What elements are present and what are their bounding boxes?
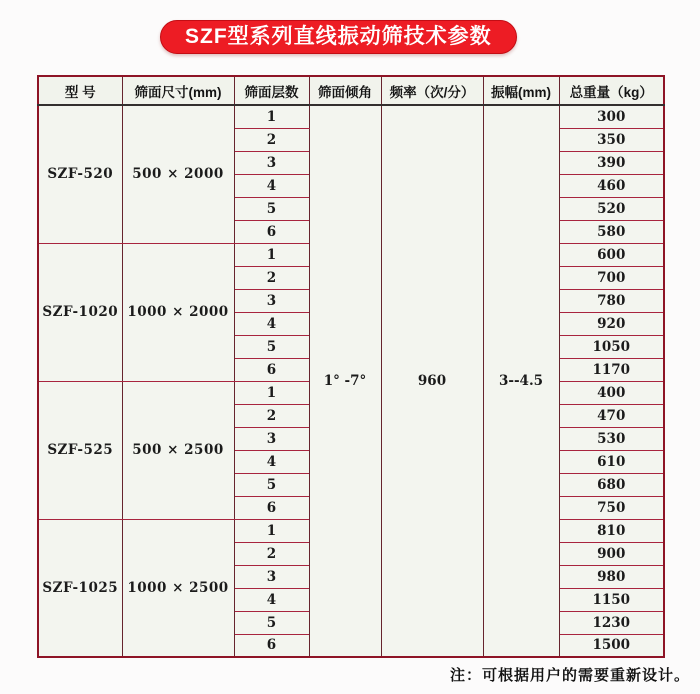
- model-cell: SZF-1025: [38, 519, 122, 657]
- spec-table-wrap: [37, 75, 665, 658]
- weight-cell: 1500: [559, 634, 664, 657]
- table-body: [38, 105, 664, 657]
- weight-cell: 300: [559, 105, 664, 128]
- weight-cell: 680: [559, 473, 664, 496]
- layer-cell: 3: [234, 151, 309, 174]
- model-cell: SZF-520: [38, 105, 122, 243]
- size-cell: 1000 × 2000: [122, 243, 234, 381]
- layer-cell: 2: [234, 542, 309, 565]
- layer-cell: 6: [234, 358, 309, 381]
- weight-cell: 980: [559, 565, 664, 588]
- size-cell: 500 × 2000: [122, 105, 234, 243]
- weight-cell: 520: [559, 197, 664, 220]
- weight-cell: 530: [559, 427, 664, 450]
- header-row: [38, 76, 664, 105]
- layer-cell: 5: [234, 473, 309, 496]
- layer-cell: 3: [234, 565, 309, 588]
- weight-cell: 460: [559, 174, 664, 197]
- layer-cell: 1: [234, 243, 309, 266]
- frequency-cell: 960: [381, 105, 483, 657]
- layer-cell: 5: [234, 335, 309, 358]
- table-row: [38, 105, 664, 128]
- layer-cell: 3: [234, 427, 309, 450]
- layer-cell: 1: [234, 105, 309, 128]
- page-title: SZF型系列直线振动筛技术参数: [160, 20, 517, 54]
- layer-cell: 4: [234, 174, 309, 197]
- size-cell: 1000 × 2500: [122, 519, 234, 657]
- weight-cell: 350: [559, 128, 664, 151]
- header-frequency: 频率（次/分）: [381, 76, 483, 105]
- incline-cell: 1° -7°: [309, 105, 381, 657]
- layer-cell: 1: [234, 519, 309, 542]
- weight-cell: 470: [559, 404, 664, 427]
- weight-cell: 750: [559, 496, 664, 519]
- weight-cell: 600: [559, 243, 664, 266]
- model-cell: SZF-525: [38, 381, 122, 519]
- model-cell: SZF-1020: [38, 243, 122, 381]
- header-layers: 筛面层数: [234, 76, 309, 105]
- weight-cell: 1230: [559, 611, 664, 634]
- footer-note: 注：可根据用户的需要重新设计。: [449, 667, 690, 684]
- weight-cell: 580: [559, 220, 664, 243]
- header-incline: 筛面倾角: [309, 76, 381, 105]
- weight-cell: 1150: [559, 588, 664, 611]
- weight-cell: 1170: [559, 358, 664, 381]
- layer-cell: 2: [234, 266, 309, 289]
- amplitude-cell: 3--4.5: [483, 105, 559, 657]
- layer-cell: 4: [234, 588, 309, 611]
- header-size: 筛面尺寸(mm): [122, 76, 234, 105]
- layer-cell: 1: [234, 381, 309, 404]
- layer-cell: 4: [234, 312, 309, 335]
- weight-cell: 400: [559, 381, 664, 404]
- weight-cell: 780: [559, 289, 664, 312]
- layer-cell: 3: [234, 289, 309, 312]
- layer-cell: 2: [234, 128, 309, 151]
- weight-cell: 900: [559, 542, 664, 565]
- spec-table: [37, 75, 665, 658]
- weight-cell: 920: [559, 312, 664, 335]
- layer-cell: 5: [234, 611, 309, 634]
- weight-cell: 1050: [559, 335, 664, 358]
- size-cell: 500 × 2500: [122, 381, 234, 519]
- header-weight: 总重量（kg）: [559, 76, 664, 105]
- layer-cell: 4: [234, 450, 309, 473]
- header-model: 型 号: [38, 76, 122, 105]
- weight-cell: 810: [559, 519, 664, 542]
- weight-cell: 700: [559, 266, 664, 289]
- header-amplitude: 振幅(mm): [483, 76, 559, 105]
- weight-cell: 390: [559, 151, 664, 174]
- layer-cell: 6: [234, 634, 309, 657]
- layer-cell: 6: [234, 220, 309, 243]
- layer-cell: 2: [234, 404, 309, 427]
- layer-cell: 5: [234, 197, 309, 220]
- layer-cell: 6: [234, 496, 309, 519]
- weight-cell: 610: [559, 450, 664, 473]
